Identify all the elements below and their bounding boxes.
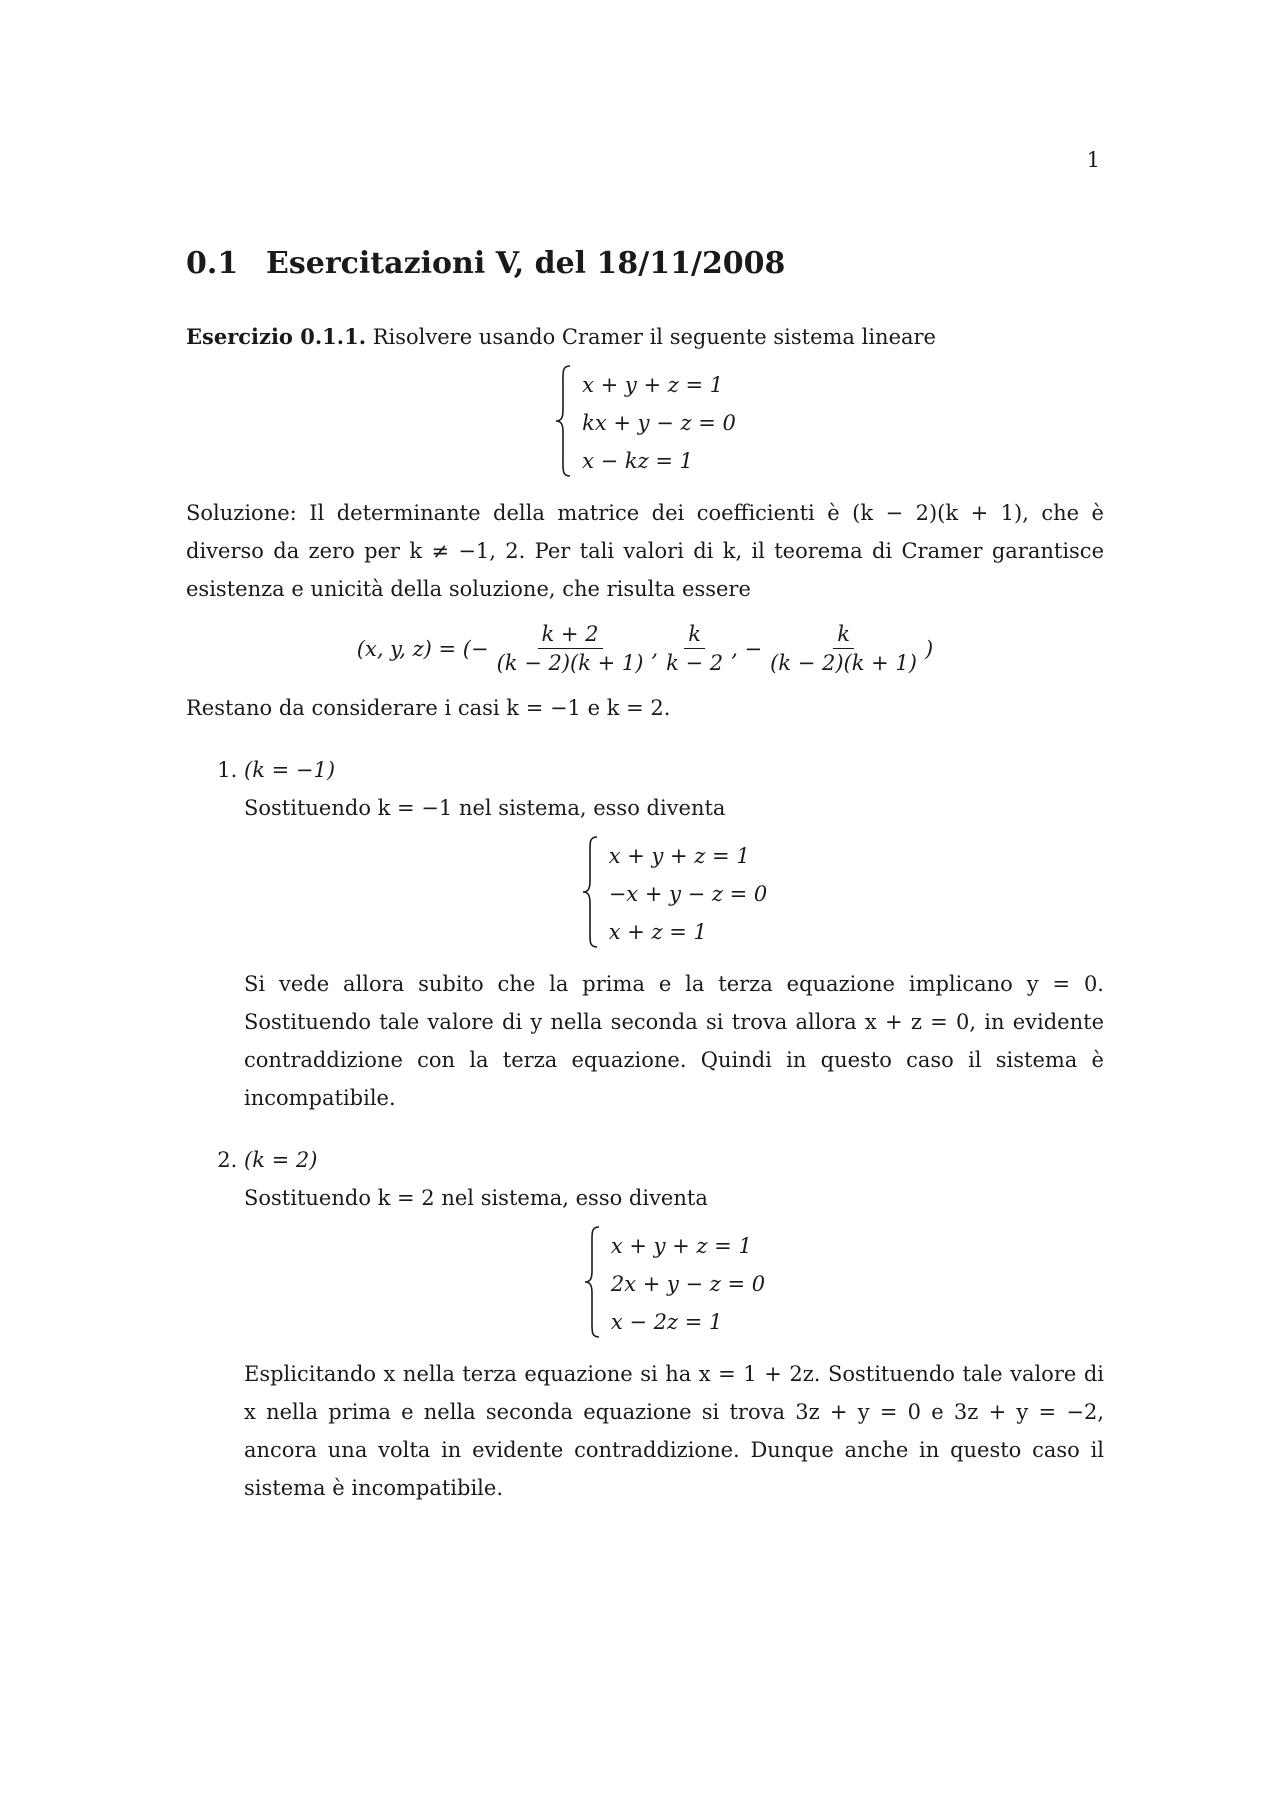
section-title bbox=[186, 244, 1104, 284]
left-brace-icon bbox=[554, 364, 572, 480]
solution-formula bbox=[186, 620, 1104, 677]
equation-1: x + y + z = 1 bbox=[582, 373, 724, 397]
case-conclusion: Si vede allora subito che la prima e la terza equazione implicano y = 0. Sostituendo tale valore di y nella seconda si trova allora x + z = 0, in evidente contraddizione con la terza equazione. Quindi in questo caso il sistema è incompatibile. bbox=[244, 972, 1104, 1110]
equation-1: x + y + z = 1 bbox=[610, 1234, 752, 1258]
cases-list bbox=[186, 751, 1104, 1507]
fraction-y-numerator: k bbox=[684, 620, 705, 649]
equation-2: kx + y − z = 0 bbox=[582, 411, 736, 435]
exercise-statement bbox=[186, 318, 1104, 356]
fraction-x-denominator: (k − 2)(k + 1) bbox=[496, 651, 644, 675]
left-brace-icon bbox=[583, 1225, 601, 1341]
solution-text: Soluzione: Il determinante della matrice dei coefficienti è (k − 2)(k + 1), che è diverso da zero per k ≠ −1, 2. Per tali valori di k, il teorema di Cramer garantisce esistenza e unicità della soluzione, che risulta essere bbox=[186, 501, 1104, 601]
exercise-text: Risolvere usando Cramer il seguente sistema lineare bbox=[372, 325, 936, 349]
case-system bbox=[244, 835, 1104, 951]
fraction-z bbox=[766, 620, 921, 677]
equation-2: −x + y − z = 0 bbox=[608, 882, 768, 906]
fraction-z-numerator: k bbox=[833, 620, 854, 649]
section-title-text: Esercitazioni V, del 18/11/2008 bbox=[266, 246, 786, 281]
equation-3: x − kz = 1 bbox=[582, 449, 694, 473]
equation-3: x − 2z = 1 bbox=[610, 1310, 723, 1334]
case-conclusion: Esplicitando x nella terza equazione si ha x = 1 + 2z. Sostituendo tale valore di x nella prima e nella seconda equazione si trova 3z + y = 0 e 3z + y = −2, ancora una volta in evidente contraddizione. Dunque anche in questo caso il sistema è incompatibile. bbox=[244, 1362, 1104, 1500]
formula-separator-2: , − bbox=[731, 636, 763, 661]
fraction-y bbox=[662, 620, 727, 677]
page-content bbox=[186, 244, 1104, 1531]
fraction-z-denominator: (k − 2)(k + 1) bbox=[770, 651, 917, 675]
equation-1: x + y + z = 1 bbox=[608, 844, 750, 868]
equation-list bbox=[582, 364, 736, 480]
formula-close: ) bbox=[924, 636, 934, 661]
case-intro: Sostituendo k = −1 nel sistema, esso diventa bbox=[244, 796, 726, 820]
list-item bbox=[244, 751, 1104, 1117]
left-brace-icon bbox=[581, 835, 599, 951]
case-title: 1. (k = −1) bbox=[244, 758, 336, 782]
case-title: 2. (k = 2) bbox=[244, 1148, 318, 1172]
list-item bbox=[244, 1141, 1104, 1507]
exercise-system bbox=[186, 364, 1104, 480]
section-number: 0.1 bbox=[186, 246, 239, 281]
equation-list bbox=[611, 1225, 765, 1341]
case-system bbox=[244, 1225, 1104, 1341]
fraction-x-numerator: k + 2 bbox=[538, 620, 603, 649]
formula-lhs: (x, y, z) = (− bbox=[356, 636, 489, 661]
page-number: 1 bbox=[1086, 148, 1100, 172]
remaining-cases-text: Restano da considerare i casi k = −1 e k = 2. bbox=[186, 696, 671, 720]
formula-separator-1: , bbox=[651, 636, 659, 661]
equation-list bbox=[609, 835, 768, 951]
equation-2: 2x + y − z = 0 bbox=[610, 1272, 766, 1296]
fraction-x bbox=[493, 620, 648, 677]
case-intro: Sostituendo k = 2 nel sistema, esso diventa bbox=[244, 1186, 708, 1210]
fraction-y-denominator: k − 2 bbox=[666, 651, 724, 675]
exercise-label: Esercizio 0.1.1. bbox=[186, 324, 367, 349]
equation-3: x + z = 1 bbox=[608, 920, 707, 944]
